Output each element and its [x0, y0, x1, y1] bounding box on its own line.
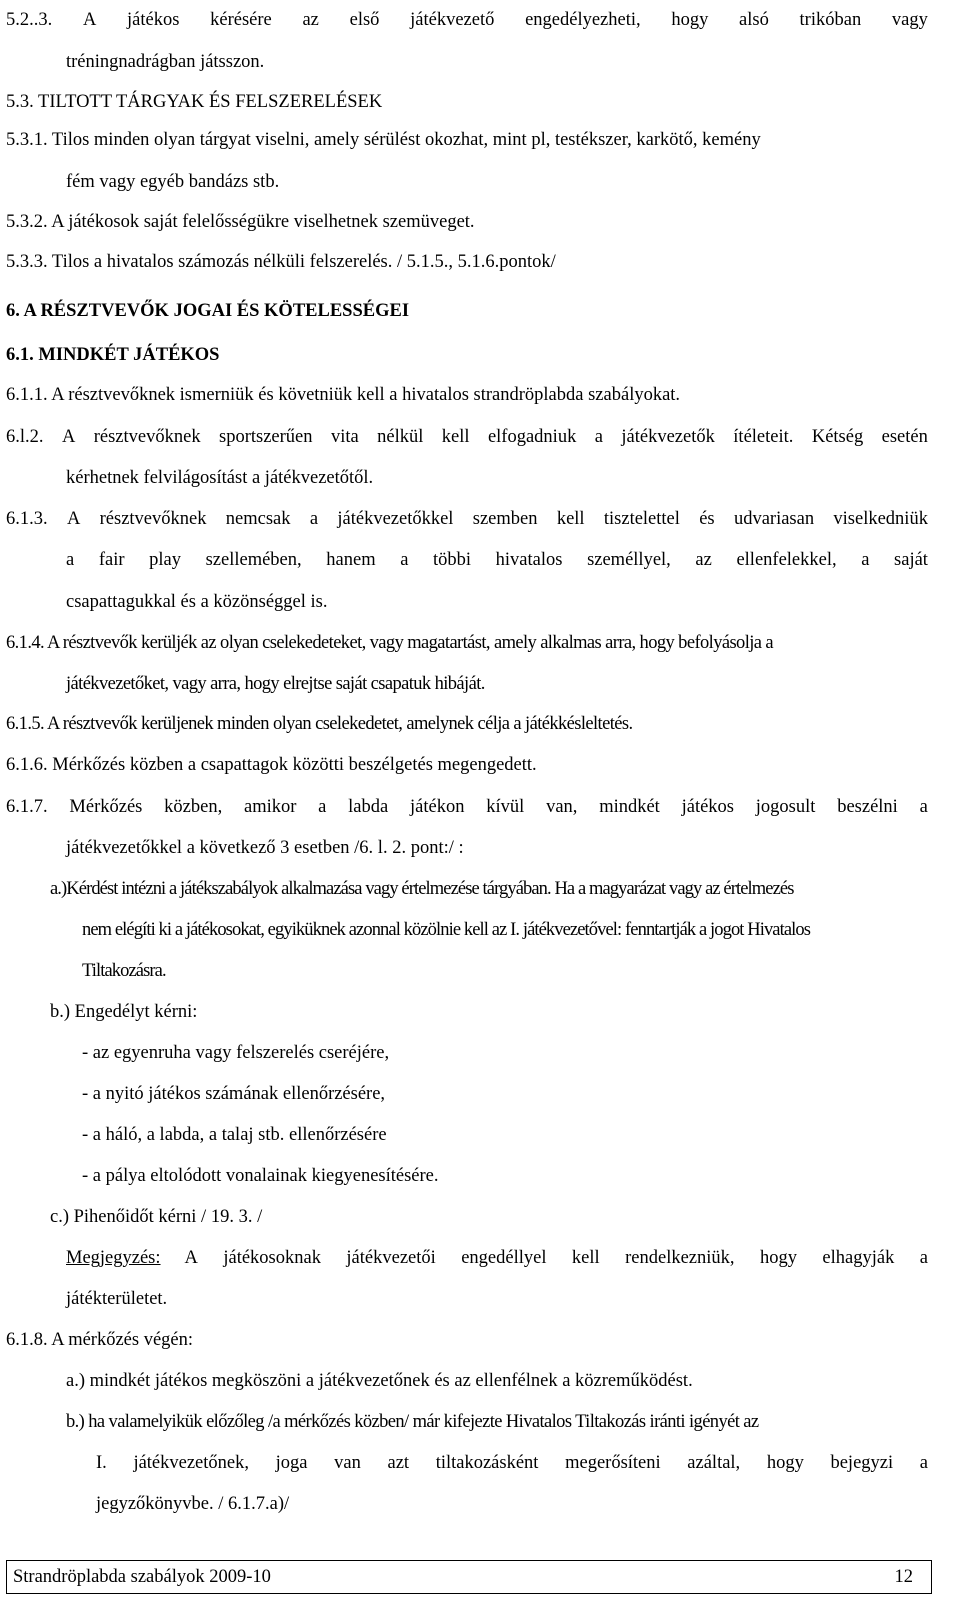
word: labda [348, 797, 389, 817]
word: a [919, 1248, 928, 1268]
para-6-1-3-line-3: csapattagukkal és a közönséggel is. [66, 592, 328, 612]
word: 6.1.7. [6, 797, 48, 817]
word: tisztelettel [603, 509, 680, 529]
word: A [61, 427, 76, 447]
word: van [334, 1453, 361, 1473]
word: hogy [759, 1248, 797, 1268]
para-6-1-3-line-2 [66, 548, 928, 572]
word: azt [387, 1453, 410, 1473]
word: a [318, 797, 327, 817]
word: joga [275, 1453, 308, 1473]
word: engedéllyel [461, 1248, 547, 1268]
heading-5-3: 5.3. TILTOTT TÁRGYAK ÉS FELSZERELÉSEK [6, 92, 383, 112]
word: közben, [164, 797, 223, 817]
word: A [66, 509, 81, 529]
footer-title: Strandröplabda szabályok 2009-10 [13, 1567, 271, 1587]
word: a [861, 550, 870, 570]
word: sportszerűen [219, 427, 313, 447]
note-line-1 [66, 1246, 928, 1270]
word: játékos [127, 10, 180, 30]
list-item: - a nyitó játékos számának ellenőrzésére, [82, 1084, 386, 1104]
word: A [184, 1248, 198, 1268]
para-6-1-7-a-line-3: Tiltakozásra. [82, 961, 166, 981]
word: rendelkezniük, [625, 1248, 735, 1268]
word: I. [96, 1453, 107, 1473]
para-6-1-4-line-2: játékvezetőket, vagy arra, hogy elrejtse saját csapatuk hibáját. [66, 674, 485, 694]
word: kell [571, 1248, 600, 1268]
para-6-1-6: 6.1.6. Mérkőzés közben a csapattagok közötti beszélgetés megengedett. [6, 755, 537, 775]
para-5-3-3: 5.3.3. Tilos a hivatalos számozás nélküli felszerelés. / 5.1.5., 5.1.6.pontok/ [6, 252, 556, 272]
word: a [400, 550, 409, 570]
para-5-3-1-line-1: 5.3.1. Tilos minden olyan tárgyat viselni, amely sérülést okozhat, mint pl, testékszer, karkötő, kemény [6, 130, 761, 150]
word: udvariasan [733, 509, 815, 529]
word: kívül [486, 797, 525, 817]
para-6-1-8-b-line-2 [96, 1451, 928, 1475]
word: jogosult [755, 797, 816, 817]
word: szellemében, [205, 550, 302, 570]
word: a [309, 509, 319, 529]
para-6-1-7-line-1 [6, 795, 928, 819]
para-6-1-3-line-1 [6, 507, 928, 531]
para-6-1-7-a-line-1: a.)Kérdést intézni a játékszabályok alkalmazása vagy értelmezése tárgyában. Ha a magyarázat vagy az értelmezés [50, 879, 794, 899]
word: játékvezetői [346, 1248, 436, 1268]
word: esetén [881, 427, 928, 447]
para-5-3-1-line-2: fém vagy egyéb bandázs stb. [66, 172, 280, 192]
word: kell [441, 427, 470, 447]
para-6-1-1: 6.1.1. A résztvevőknek ismerniük és követniük kell a hivatalos strandröplabda szabályokat. [6, 385, 681, 405]
word: a [594, 427, 603, 447]
note-label: Megjegyzés: [66, 1248, 161, 1268]
word: amikor [243, 797, 297, 817]
word: 6.1.3. [6, 509, 48, 529]
para-6-1-2-line-1 [6, 425, 928, 449]
word: tiltakozásként [435, 1453, 539, 1473]
list-item: - az egyenruha vagy felszerelés cseréjére, [82, 1043, 390, 1063]
list-item: - a háló, a labda, a talaj stb. ellenőrzésére [82, 1125, 387, 1145]
para-5-2-3-line-2: tréningnadrágban játsszon. [66, 52, 265, 72]
word: játékvezető [410, 10, 495, 30]
word: Mérkőzés [69, 797, 143, 817]
word: 5.2..3. [6, 10, 53, 30]
page-footer [6, 1560, 932, 1594]
word: hivatalos [495, 550, 563, 570]
para-6-1-8-title: 6.1.8. A mérkőzés végén: [6, 1330, 194, 1350]
para-6-1-8-b-line-1: b.) ha valamelyikük előzőleg /a mérkőzés közben/ már kifejezte Hivatalos Tiltakozás iránti igényét az [66, 1412, 759, 1432]
word: A [82, 10, 97, 30]
para-6-1-7-b-title: b.) Engedélyt kérni: [50, 1002, 198, 1022]
word: ítéleteit. [733, 427, 794, 447]
para-6-1-7-a-line-2: nem elégíti ki a játékosokat, egyiküknek azonnal közölnie kell az I. játékvezetővel: fenntartják a jogot Hivatalos [82, 920, 811, 940]
word: alsó [739, 10, 769, 30]
word: vita [330, 427, 359, 447]
word: résztvevőknek [99, 509, 207, 529]
word: saját [894, 550, 928, 570]
para-6-1-8-a: a.) mindkét játékos megköszöni a játékvezetőnek és az ellenfélnek a közreműködést. [66, 1371, 693, 1391]
word: résztvevőknek [93, 427, 201, 447]
word: játékos [681, 797, 735, 817]
word: elhagyják [822, 1248, 895, 1268]
para-6-1-4-line-1: 6.1.4. A résztvevők kerüljék az olyan cselekedeteket, vagy magatartást, amely alkalmas arra, hogy befolyásolja a [6, 633, 774, 653]
word: az [695, 550, 712, 570]
word: azáltal, [687, 1453, 741, 1473]
word: play [149, 550, 181, 570]
page-number: 12 [894, 1567, 913, 1587]
para-6-1-5: 6.1.5. A résztvevők kerüljenek minden olyan cselekedetet, amelynek célja a játékkésleltetés. [6, 714, 633, 734]
word: a [66, 550, 75, 570]
word: elfogadniuk [487, 427, 577, 447]
para-6-1-2-line-2: kérhetnek felvilágosítást a játékvezetőtől. [66, 468, 374, 488]
word: 6.l.2. [6, 427, 44, 447]
word: játékosoknak [223, 1248, 321, 1268]
word: szemben [472, 509, 538, 529]
word: játékvezetők [621, 427, 715, 447]
word: viselkedniük [833, 509, 928, 529]
word: nemcsak [225, 509, 291, 529]
para-6-1-8-b-line-3: jegyzőkönyvbe. / 6.1.7.a)/ [96, 1494, 290, 1514]
word: személlyel, [587, 550, 671, 570]
para-5-2-3-line-1 [6, 8, 928, 32]
word: fair [98, 550, 125, 570]
word: játékvezetőnek, [133, 1453, 249, 1473]
word: hogy [671, 10, 709, 30]
word: megerősíteni [565, 1453, 661, 1473]
word: első [349, 10, 380, 30]
para-5-3-2: 5.3.2. A játékosok saját felelősségükre viselhetnek szemüveget. [6, 212, 475, 232]
word: és [699, 509, 715, 529]
heading-6-1: 6.1. MINDKÉT JÁTÉKOS [6, 345, 220, 365]
word: beszélni [837, 797, 898, 817]
word: engedélyezheti, [525, 10, 641, 30]
word: nélkül [377, 427, 424, 447]
para-6-1-7-line-2: játékvezetőkkel a következő 3 esetben /6. l. 2. pont:/ : [66, 838, 464, 858]
word: vagy [891, 10, 928, 30]
word: játékvezetőkkel [337, 509, 454, 529]
word: bejegyzi [830, 1453, 894, 1473]
note-line-2: játékterületet. [66, 1289, 168, 1309]
note-text [185, 1246, 928, 1270]
word: a [919, 797, 928, 817]
heading-6: 6. A RÉSZTVEVŐK JOGAI ÉS KÖTELESSÉGEI [6, 301, 410, 321]
word: hogy [766, 1453, 804, 1473]
word: a [919, 1453, 928, 1473]
word: van, [546, 797, 578, 817]
para-6-1-7-c: c.) Pihenőidőt kérni / 19. 3. / [50, 1207, 263, 1227]
word: kérésére [210, 10, 272, 30]
word: kell [556, 509, 585, 529]
word: trikóban [799, 10, 862, 30]
word: mindkét [599, 797, 660, 817]
word: ellenfelekkel, [736, 550, 837, 570]
list-item: - a pálya eltolódott vonalainak kiegyenesítésére. [82, 1166, 439, 1186]
word: hanem [326, 550, 376, 570]
word: többi [433, 550, 472, 570]
word: játékon [410, 797, 465, 817]
word: Kétség [811, 427, 864, 447]
word: az [302, 10, 319, 30]
